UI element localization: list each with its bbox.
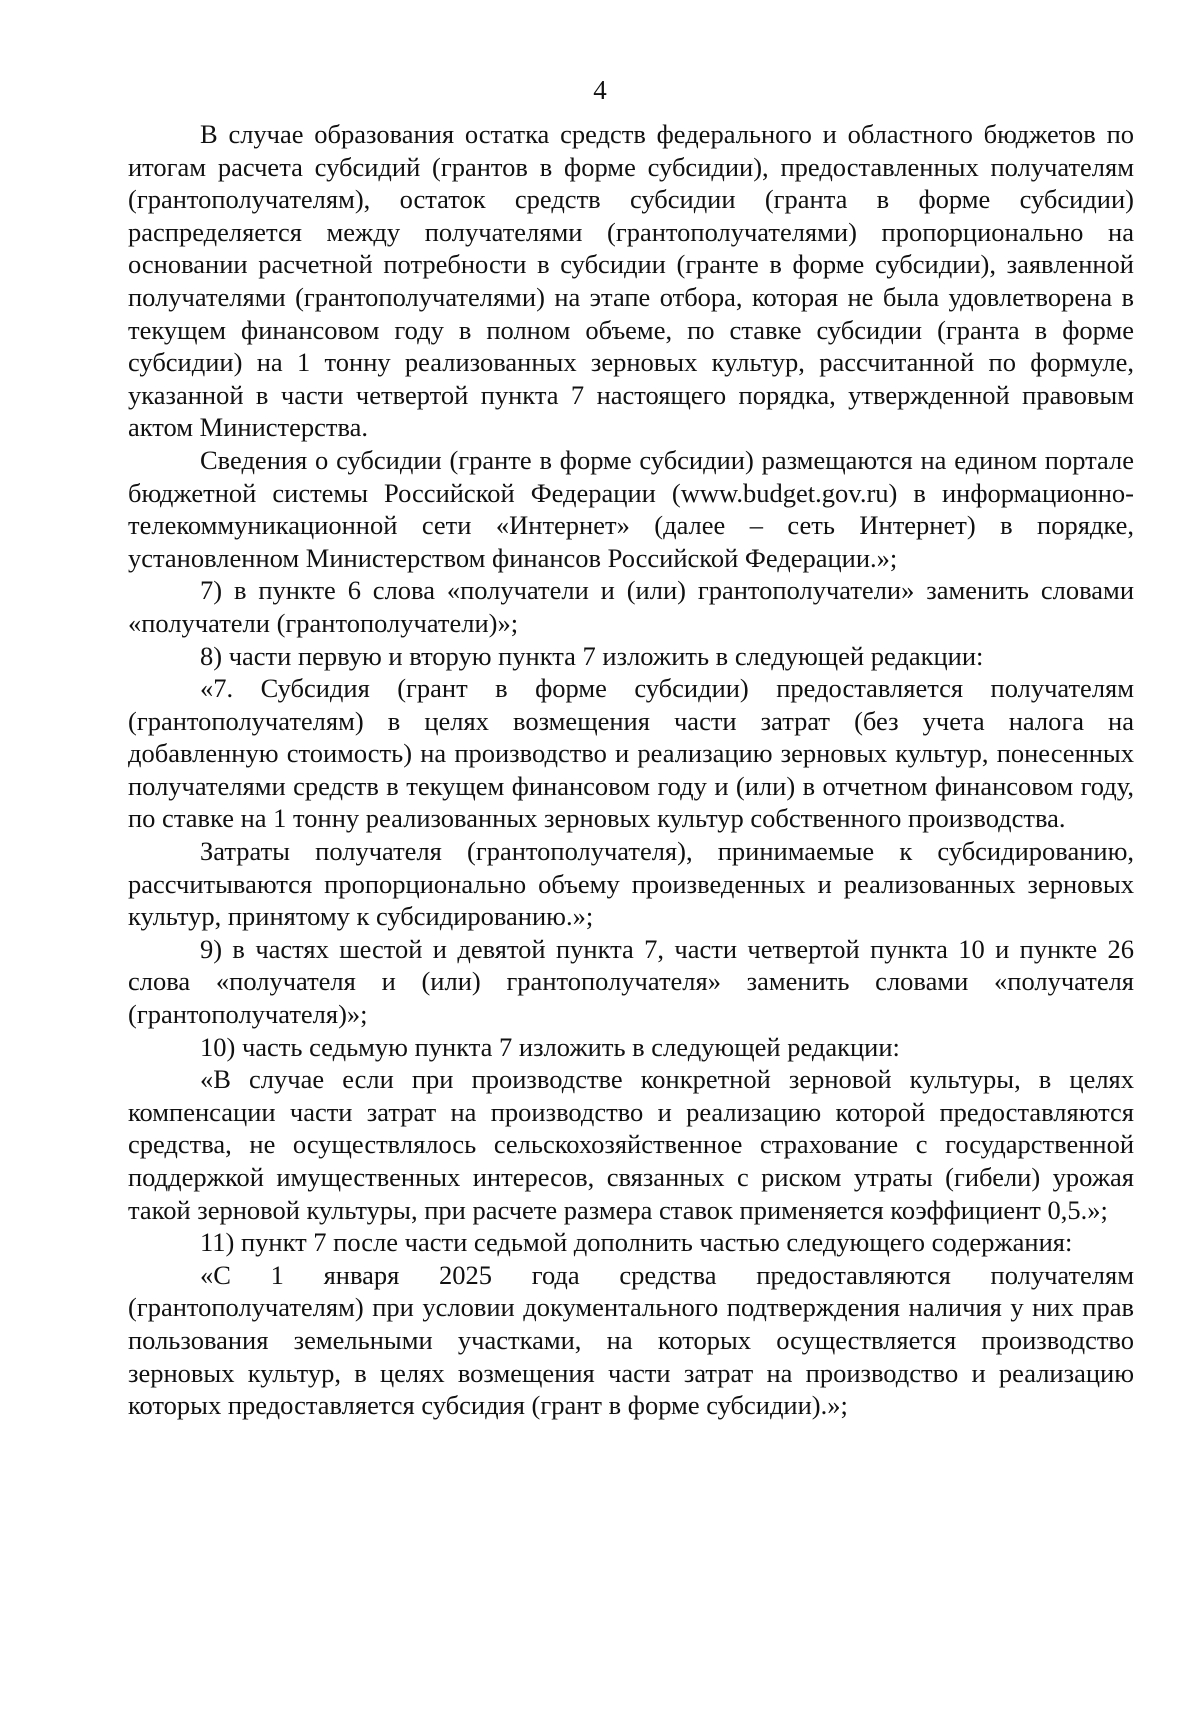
- page-number: 4: [593, 75, 607, 105]
- document-body: [128, 118, 1134, 1422]
- paragraph-7: 9) в частях шестой и девятой пункта 7, части четвертой пункта 10 и пункте 26 слова «получателя и (или) грантополучателя» заменить словами «получателя (грантополучателя)»;: [128, 933, 1134, 1030]
- paragraph-3: 7) в пункте 6 слова «получатели и (или) грантополучатели» заменить словами «получатели (грантополучатели)»;: [128, 575, 1134, 638]
- paragraph-9: «В случае если при производстве конкретной зерновой культуры, в целях компенсации части затрат на производство и реализацию которой предоставляются средства, не осуществлялось сельскохозяйственное страхование с государственной поддержкой имущественных интересов, связанных с риском утраты (гибели) урожая такой зерновой культуры, при расчете размера ставок применяется коэффициент 0,5.»;: [128, 1064, 1134, 1225]
- paragraph-11: «С 1 января 2025 года средства предоставляются получателям (грантополучателям) при условии документального подтверждения наличия у них прав пользования земельными участками, на которых осуществляется производство зерновых культур, в целях возмещения части затрат на производство и реализацию которых предоставляется субсидия (грант в форме субсидии).»;: [128, 1259, 1134, 1421]
- paragraph-5: «7. Субсидия (грант в форме субсидии) предоставляется получателям (грантополучателям) в целях возмещения части затрат (без учета налога на добавленную стоимость) на производство и реализацию зерновых культур, понесенных получателями средств в текущем финансовом году и (или) в отчетном финансовом году, по ставке на 1 тонну реализованных зерновых культур собственного производства.: [128, 673, 1134, 834]
- paragraph-6: Затраты получателя (грантополучателя), принимаемые к субсидированию, рассчитываются пропорционально объему произведенных и реализованных зерновых культур, принятому к субсидированию.»;: [128, 836, 1134, 932]
- paragraph-2: Сведения о субсидии (гранте в форме субсидии) размещаются на едином портале бюджетной системы Российской Федерации (www.budget.gov.ru) в информационно-телекоммуникационной сети «Интернет» (далее – сеть Интернет) в порядке, установленном Министерством финансов Российской Федерации.»;: [128, 444, 1134, 573]
- paragraph-8: 10) часть седьмую пункта 7 изложить в следующей редакции:: [200, 1031, 900, 1062]
- paragraph-4: 8) части первую и вторую пункта 7 изложить в следующей редакции:: [200, 640, 984, 671]
- paragraph-10: 11) пункт 7 после части седьмой дополнить частью следующего содержания:: [200, 1227, 1073, 1258]
- paragraph-1: В случае образования остатка средств федерального и областного бюджетов по итогам расчета субсидий (грантов в форме субсидии), предоставленных получателям (грантополучателям), остаток средств субсидии (гранта в форме субсидии) распределяется между получателями (грантополучателями) пропорционально на основании расчетной потребности в субсидии (гранте в форме субсидии), заявленной получателями (грантополучателями) на этапе отбора, которая не была удовлетворена в текущем финансовом году в полном объеме, по ставке субсидии (гранта в форме субсидии) на 1 тонну реализованных зерновых культур, рассчитанной по формуле, указанной в части четвертой пункта 7 настоящего порядка, утвержденной правовым актом Министерства.: [128, 119, 1134, 443]
